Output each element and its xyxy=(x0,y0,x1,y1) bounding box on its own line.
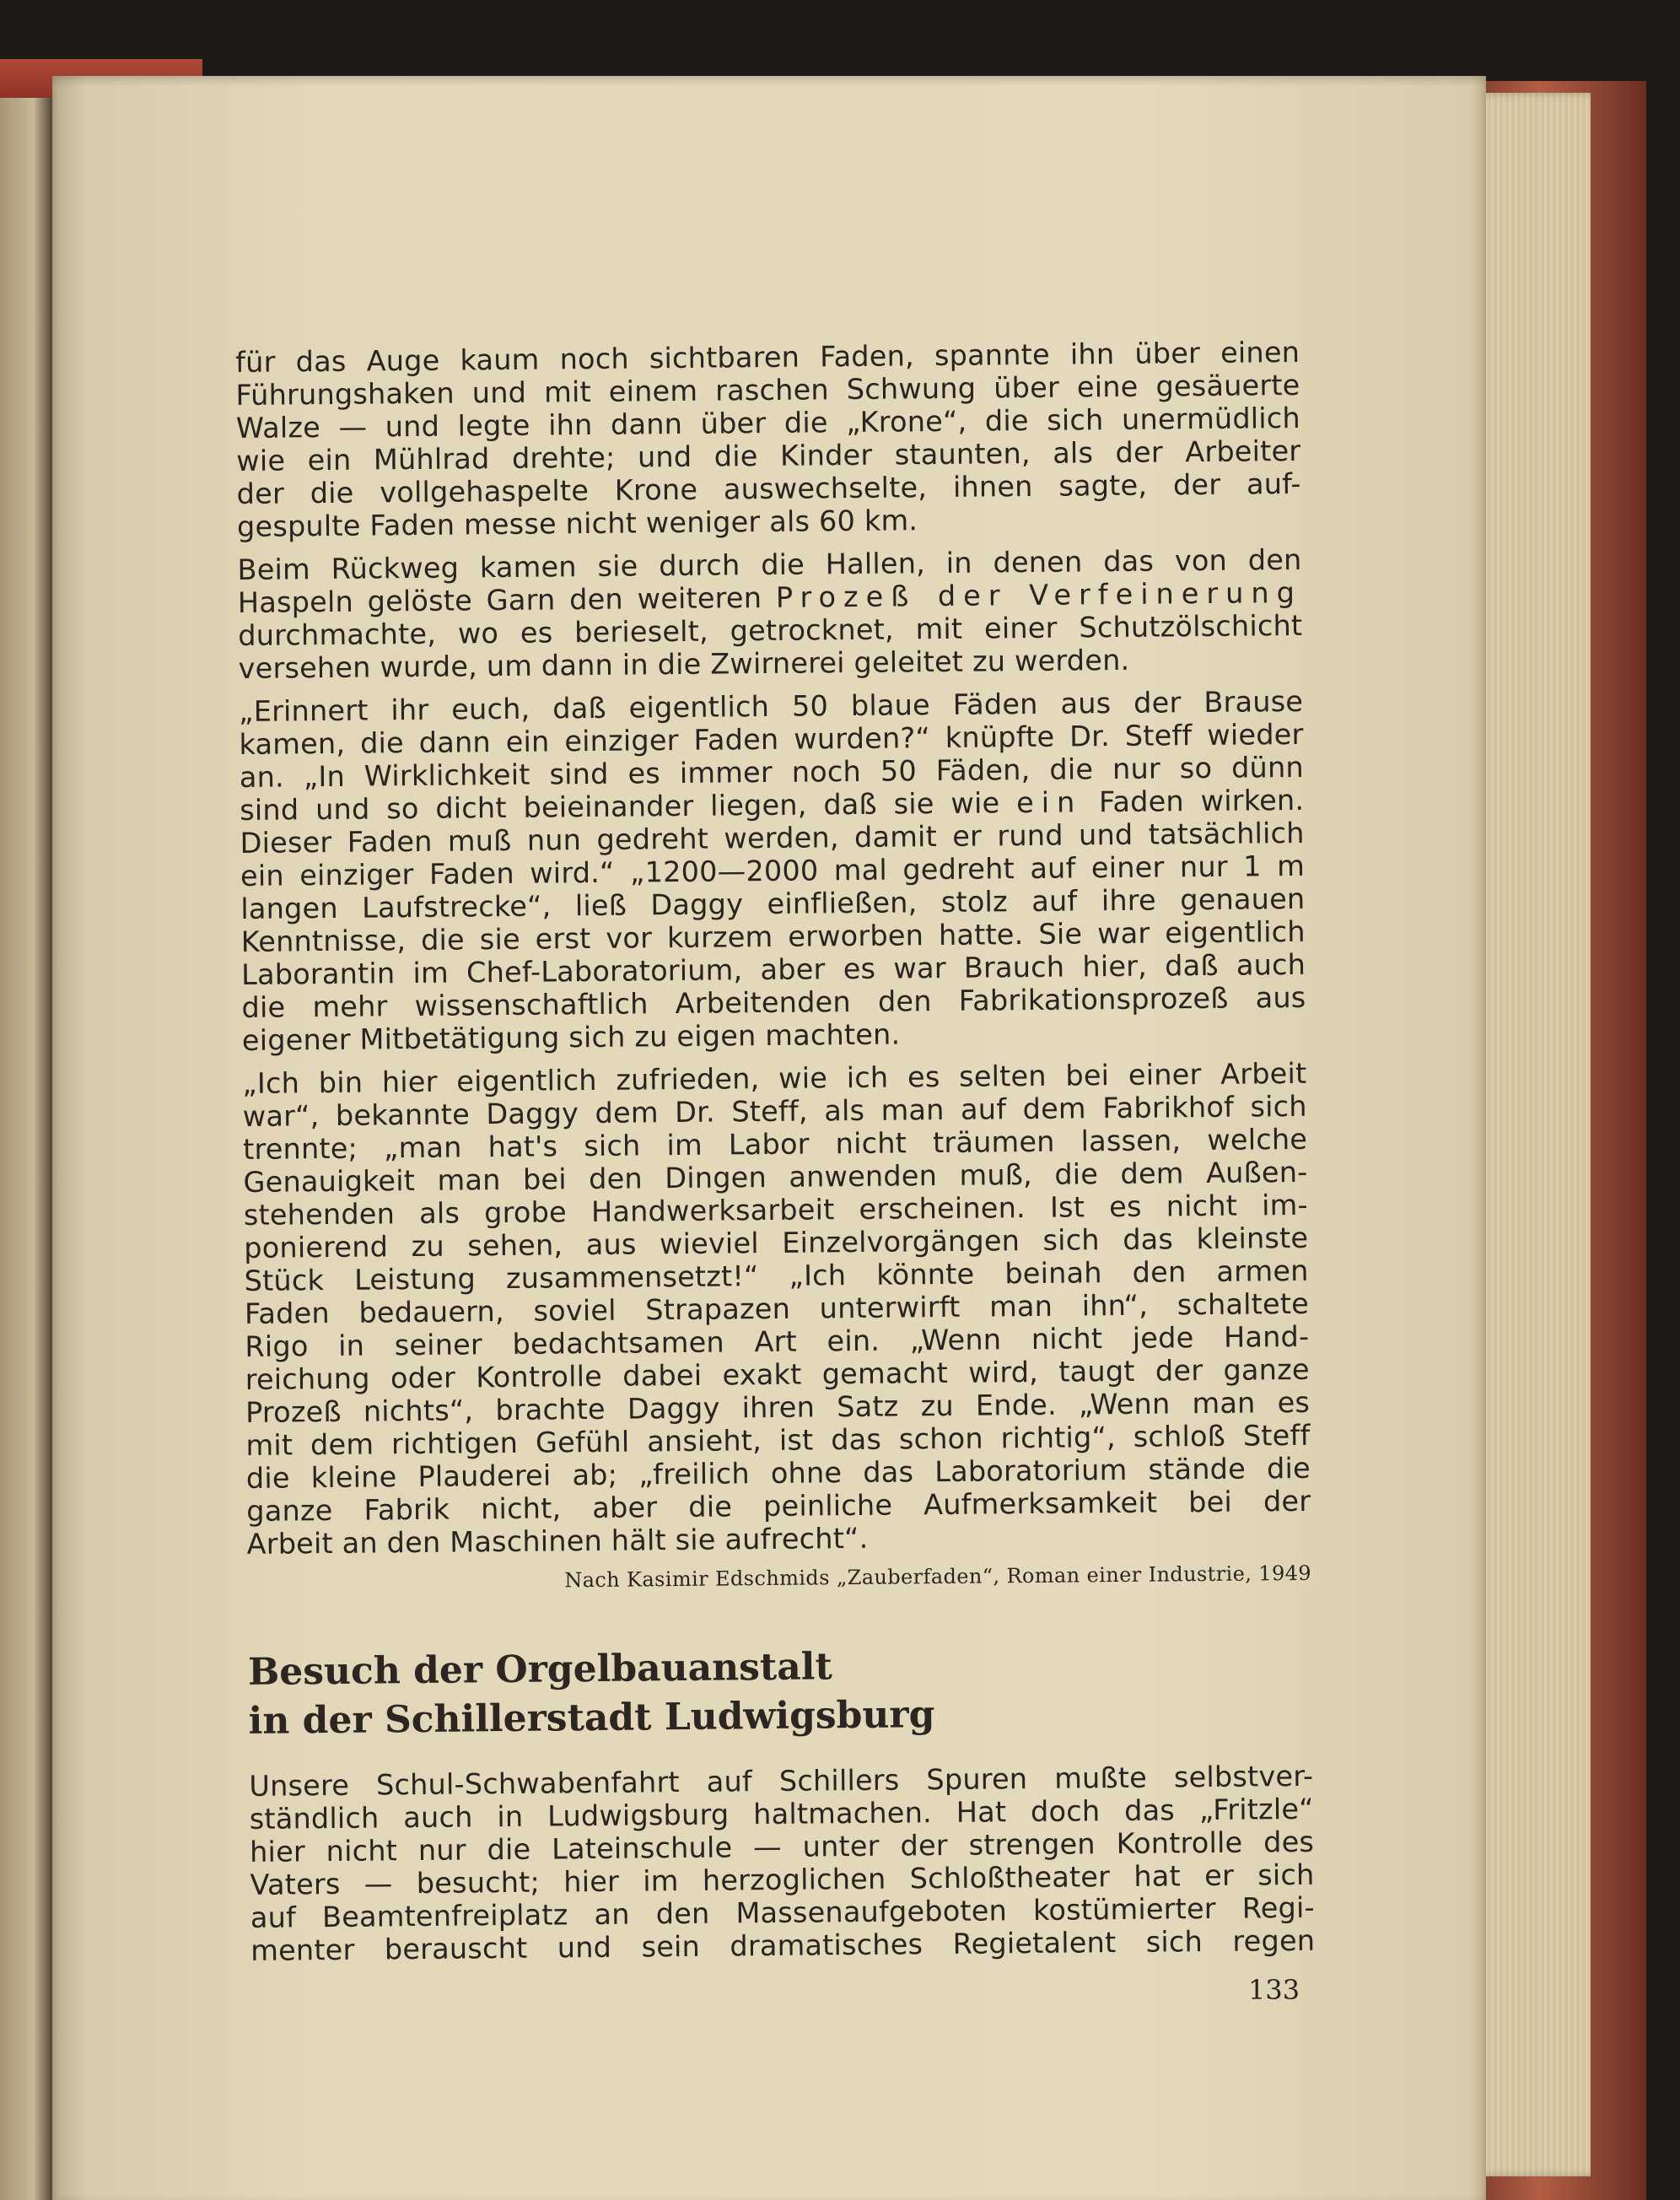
text-line: Unsere Schul-Schwabenfahrt auf Schillers Spuren mußte selbstver- xyxy=(249,1759,1314,1803)
text-line: die kleine Plauderei ab; „freilich ohne das Laboratorium stände die xyxy=(245,1451,1311,1495)
text-line: Stück Leistung zusammensetzt!“ „Ich könnte beinah den armen xyxy=(244,1254,1309,1297)
text-line: war“, bekannte Daggy dem Dr. Steff, als man auf dem Fabrikhof sich xyxy=(242,1089,1307,1133)
text-line: die mehr wissenschaftlich Arbeitenden den Fabrikationsprozeß aus xyxy=(241,980,1306,1024)
text-line: mit dem richtigen Gefühl ansieht, ist das schon richtig“, schloß Steff xyxy=(245,1418,1311,1462)
text-line: stehenden als grobe Handwerksarbeit erscheinen. Ist es nicht im- xyxy=(243,1188,1309,1232)
text-line: kamen, die dann ein einziger Faden wurden?“ knüpfte Dr. Steff wieder xyxy=(239,717,1304,761)
text-line: ständlich auch in Ludwigsburg haltmachen. Hat doch das „Fritzle“ xyxy=(249,1792,1314,1836)
text-line: Dieser Faden muß nun gedreht werden, damit er rund und tatsächlich xyxy=(240,816,1305,860)
text-line: Faden bedauern, soviel Strapazen unterwirft man ihn“, schaltete xyxy=(244,1286,1310,1330)
heading-line: Besuch der Orgelbauanstalt xyxy=(247,1645,833,1694)
text-line: der die vollgehaspelte Krone auswechselte, ihnen sagte, der auf- xyxy=(236,466,1301,510)
text-fragment: Haspeln gelöste Garn den weiteren xyxy=(237,581,762,619)
section-heading xyxy=(248,1638,1313,1746)
paragraph-3 xyxy=(239,685,1306,1057)
text-line: hier nicht nur die Lateinschule — unter der strengen Kontrolle des xyxy=(249,1825,1315,1868)
text-line: an. „In Wirklichkeit sind es immer noch 50 Fäden, die nur so dünn xyxy=(239,750,1305,794)
text-line: wie ein Mühlrad drehte; und die Kinder staunten, als der Arbeiter xyxy=(236,434,1301,477)
book-page xyxy=(52,76,1486,2200)
text-line: Walze — und legte ihn dann über die „Krone“, die sich unermüdlich xyxy=(235,401,1301,445)
heading-line: in der Schillerstadt Ludwigsburg xyxy=(248,1693,935,1743)
text-line: langen Laufstrecke“, ließ Daggy einfließen, stolz auf ihre genauen xyxy=(240,882,1306,925)
text-line: reichung oder Kontrolle dabei exakt gemacht wird, taugt der ganze xyxy=(245,1352,1310,1396)
text-line: menter berauscht und sein dramatisches Regietalent sich regen xyxy=(250,1923,1316,1967)
text-line: ein einziger Faden wird.“ „1200—2000 mal gedreht auf einer nur 1 m xyxy=(240,849,1306,892)
text-line: eigener Mitbetätigung sich zu eigen machten. xyxy=(241,1017,901,1057)
text-line: „Ich bin hier eigentlich zufrieden, wie ich es selten bei einer Arbeit xyxy=(242,1056,1307,1100)
text-line: Vaters — besucht; hier im herzoglichen Schloßtheater hat er sich xyxy=(250,1858,1315,1901)
text-line: für das Auge kaum noch sichtbaren Faden, spannte ihn über einen xyxy=(235,335,1300,379)
text-line: Rigo in seiner bedachtsamen Art ein. „Wenn nicht jede Hand- xyxy=(245,1319,1310,1363)
text-line: durchmachte, wo es berieselt, getrocknet, mit einer Schutzölschicht xyxy=(238,608,1303,652)
text-line: versehen wurde, um dann in die Zwirnerei geleitet zu werden. xyxy=(238,643,1130,685)
page-content xyxy=(235,336,1316,1977)
text-line: „Erinnert ihr euch, daß eigentlich 50 blaue Fäden aus der Brause xyxy=(238,684,1304,728)
page-number: 133 xyxy=(1248,1974,1300,2006)
text-line: Arbeit an den Maschinen hält sie aufrecht“. xyxy=(246,1521,869,1561)
text-line: trennte; „man hat's sich im Labor nicht träumen lassen, welche xyxy=(242,1122,1308,1166)
text-line: Genauigkeit man bei den Dingen anwenden muß, die dem Außen- xyxy=(243,1155,1308,1199)
text-line: Prozeß nichts“, brachte Daggy ihren Satz zu Ende. „Wenn man es xyxy=(245,1385,1311,1429)
section-paragraph xyxy=(249,1760,1315,1967)
text-line: Kenntnisse, die sie erst vor kurzem erworben hatte. Sie war eigentlich xyxy=(240,914,1306,958)
paragraph-4 xyxy=(242,1057,1311,1561)
text-line: Beim Rückweg kamen sie durch die Hallen, in denen das von den xyxy=(237,542,1302,586)
text-fragment: sind und so dicht beieinander liegen, daß sie wie xyxy=(240,786,1000,827)
left-page-edge xyxy=(0,74,56,2200)
text-line: ponierend zu sehen, aus wieviel Einzelvorgängen sich das kleinste xyxy=(244,1221,1309,1264)
text-line: Laborantin im Chef-Laboratorium, aber es war Brauch hier, daß auch xyxy=(240,947,1306,991)
paragraph-1 xyxy=(235,336,1301,543)
text-line: Führungshaken und mit einem raschen Schwung über eine gesäuerte xyxy=(235,368,1300,412)
text-fragment: Faden wirken. xyxy=(1098,783,1305,819)
spaced-emphasis: ein xyxy=(1015,785,1083,820)
text-line: gespulte Faden messe nicht weniger als 60 km. xyxy=(236,504,918,543)
source-citation: Nach Kasimir Edschmids „Zauberfaden“, Roman einer Industrie, 1949 xyxy=(564,1561,1312,1593)
text-line: auf Beamtenfreiplatz an den Massenaufgeboten kostümierter Regi- xyxy=(250,1890,1316,1934)
text-line: ganze Fabrik nicht, aber die peinliche Aufmerksamkeit bei der xyxy=(246,1484,1311,1528)
paragraph-2 xyxy=(237,543,1302,685)
spaced-emphasis: Prozeß der Verfeinerung xyxy=(775,575,1303,614)
